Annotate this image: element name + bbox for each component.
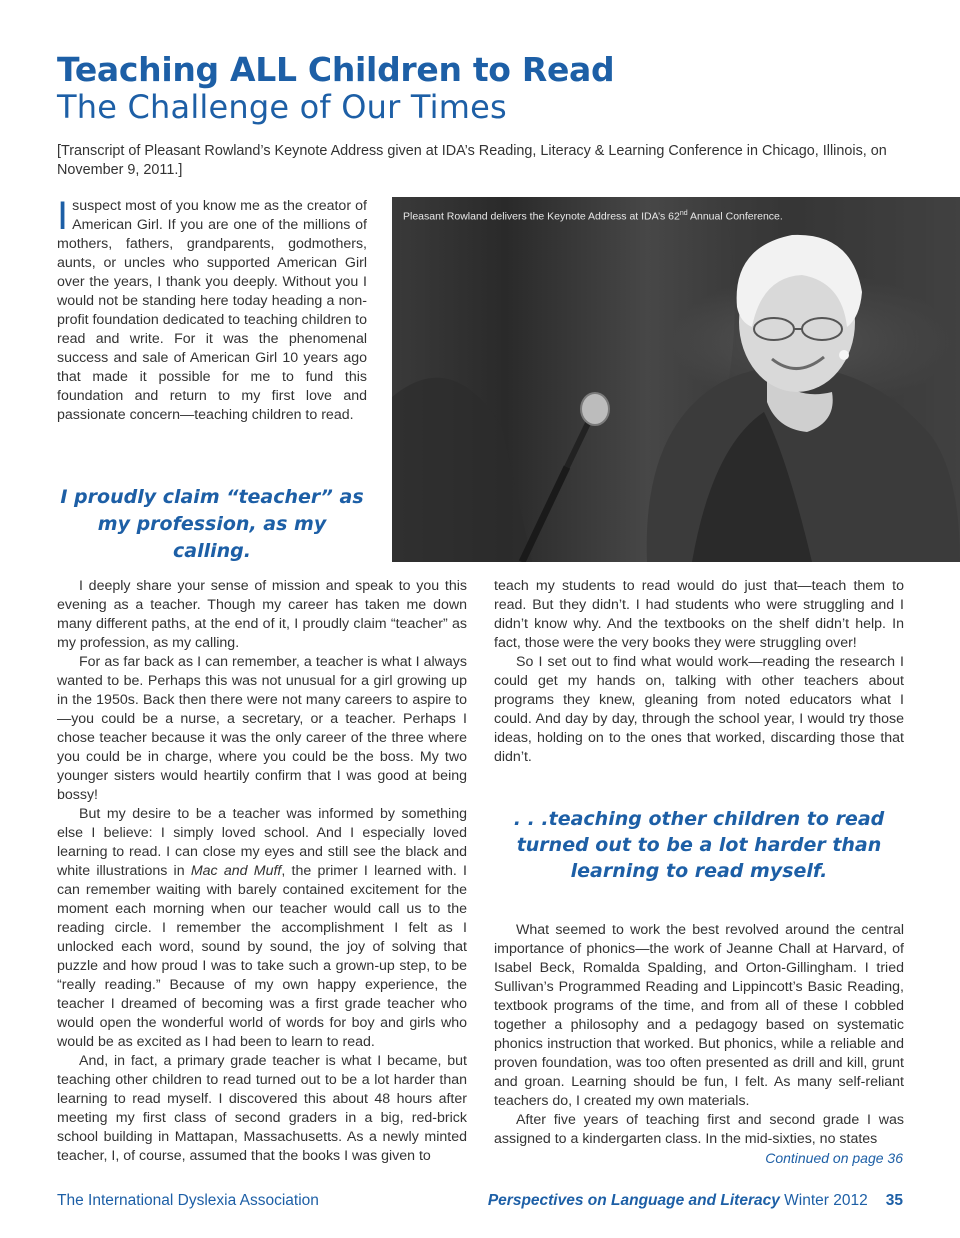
keynote-photo <box>392 197 960 562</box>
photo-caption: Pleasant Rowland delivers the Keynote Address at IDA’s 62nd Annual Conference. <box>403 210 783 223</box>
article-subtitle: The Challenge of Our Times <box>57 88 507 126</box>
right-column-bottom <box>494 921 904 1149</box>
intro-paragraph <box>57 194 367 425</box>
body-paragraph: After five years of teaching first and second grade I was assigned to a kindergarten class. In the mid-sixties, no states <box>494 1112 904 1147</box>
article-title: Teaching ALL Children to Read <box>57 50 615 89</box>
body-paragraph: What seemed to work the best revolved around the central importance of phonics—the work of Jeanne Chall at Harvard, of Isabel Beck, Romalda Spalding, and Orton-Gillingham. I tried Sullivan’s Programmed Reading and Lippincott’s Basic Reading, textbook programs of the time, and from all of these I cobbled together a philosophy and a pedagogy based on systematic phonics instruction that worked. But phonics, while a reliable and proven foundation, was too often presented as drill and kill, grunt and groan. Learning should be fun, I felt. As many self-reliant teachers do, I created my own materials. <box>494 922 904 1109</box>
book-title: Mac and Muff <box>190 863 282 879</box>
body-paragraph: I deeply share your sense of mission and speak to you this evening as a teacher. Though my career has taken me down many different paths, at the end of it, I proudly claim “teacher” as my profession, as my calling. <box>57 578 467 651</box>
body-paragraph: So I set out to find what would work—reading the research I could get my hands on, talking with other teachers about programs they knew, gleaning from noted educators what I could. And day by day, through the school year, I would try those ideas, holding on to the ones that worked, discarding those that didn’t. <box>494 654 904 765</box>
publication-name: Perspectives on Language and Literacy <box>487 1192 780 1209</box>
pull-quote-teacher: I proudly claim “teacher” as my profession, as my calling. <box>60 486 364 562</box>
page-number: 35 <box>885 1192 903 1209</box>
speaker-illustration <box>392 197 960 562</box>
body-paragraph: But my desire to be a teacher was informed by something else I believe: I simply loved school. And I especially loved learning to read. I can close my eyes and still see the black and white illustrations in Mac and Muff, the primer I learned with. I can remember waiting with barely contained excitement for the moment each morning when our teacher would call us to the reading circle. I remember the accomplishment I felt as I unlocked each word, sound by sound, the joy of solving that puzzle and how proud I was to take such a grown-up step, to be “really reading.” Because of my own happy experience, the teacher I dreamed of becoming was a first grade teacher who would open the wonderful world of words for boy and girls who would be as excited as I had been to learn to read. <box>57 806 467 1050</box>
body-paragraph: And, in fact, a primary grade teacher is what I became, but teaching other children to read turned out to be a lot harder than learning to read myself. I discovered this about 48 hours after meeting my first class of second graders in a big, red-brick school building in Mattapan, Massachusetts. As a newly minted teacher, I, of course, assumed that the books I was given to <box>57 1053 467 1164</box>
issue-label: Winter 2012 <box>784 1192 868 1209</box>
right-column-top <box>494 577 904 767</box>
intro-text: suspect most of you know me as the creator of American Girl. If you are one of the millions of mothers, fathers, grandparents, godmothers, aunts, or uncles who supported American Girl over the years, I thank you deeply. Without you I would not be standing here today heading a non-profit foundation dedicated to teaching children to read and write. For it was the phenomenal success and sale of American Girl 10 years ago that made it possible for me to fund this foundation and return to my first love and passionate concern—teaching children to read. <box>57 198 367 423</box>
left-column <box>57 577 467 1166</box>
footer-organization: The International Dyslexia Association <box>57 1192 319 1209</box>
body-paragraph: For as far back as I can remember, a teacher is what I always wanted to be. Perhaps this was not unusual for a girl growing up in the 1950s. Back then there were not many careers to aspire to—you could be a nurse, a secretary, or a teacher. Perhaps I chose teacher because it was the only career of the three where you could be in charge, where you could be the boss. My two younger sisters would heartily confirm that I was good at being bossy! <box>57 654 467 803</box>
pull-quote-harder: . . .teaching other children to read turned out to be a lot harder than learning to read myself. <box>513 808 885 882</box>
drop-cap: I <box>57 194 69 238</box>
body-paragraph: teach my students to read would do just that—teach them to read. But they didn’t. I had students who were struggling and I didn’t know why. And the textbooks on the shelf didn’t help. In fact, those were the very books they were struggling over! <box>494 578 904 651</box>
transcript-note: [Transcript of Pleasant Rowland’s Keynote Address given at IDA’s Reading, Literacy & Learning Conference in Chicago, Illinois, on November 9, 2011.] <box>57 143 887 178</box>
footer-publication-info <box>488 1191 903 1211</box>
continued-link[interactable]: Continued on page 36 <box>765 1150 903 1166</box>
